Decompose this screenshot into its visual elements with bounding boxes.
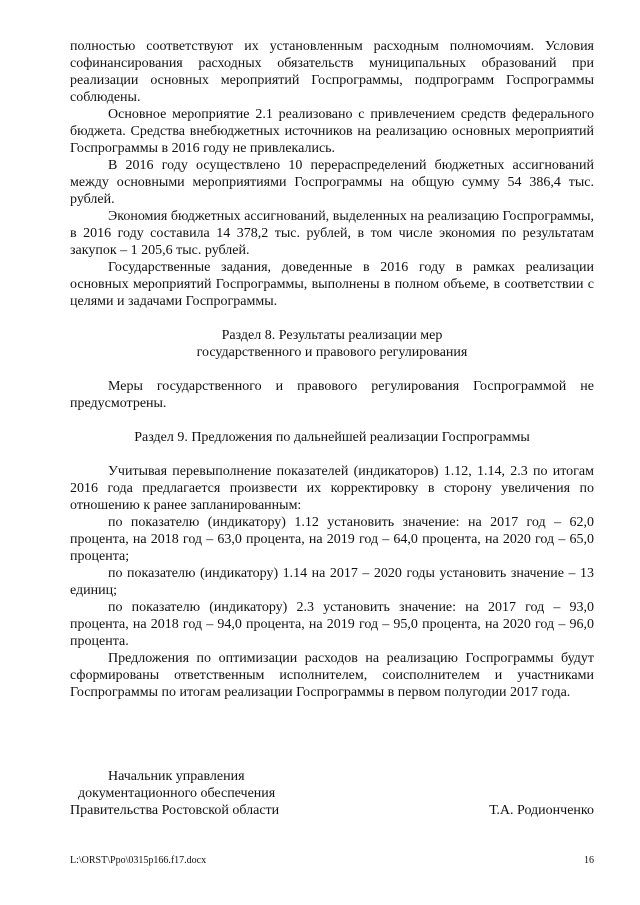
paragraph: Учитывая перевыполнение показателей (индикаторов) 1.12, 1.14, 2.3 по итогам 2016 года предлагается произвести их корректировку в сторону увеличения по отношению к ранее запланированным: xyxy=(70,464,594,513)
signature-title-line2: документационного обеспечения xyxy=(78,786,276,801)
document-body xyxy=(70,38,594,701)
signature-block xyxy=(70,768,594,819)
section-8-text: Меры государственного и правового регулирования Госпрограммой не предусмотрены. xyxy=(70,379,594,411)
paragraph: Экономия бюджетных ассигнований, выделенных на реализацию Госпрограммы, в 2016 году составила 14 378,2 тыс. рублей, в том числе экономия по результатам закупок – 1 205,6 тыс. рублей. xyxy=(70,209,594,258)
paragraph: В 2016 году осуществлено 10 перераспределений бюджетных ассигнований между основными мероприятиями Госпрограммы на общую сумму 54 386,4 тыс. рублей. xyxy=(70,158,594,207)
paragraph: по показателю (индикатору) 1.14 на 2017 – 2020 годы установить значение – 13 единиц; xyxy=(70,566,594,598)
signatory-name: Т.А. Родионченко xyxy=(489,803,594,818)
page-footer xyxy=(70,855,594,866)
section-9-title: Раздел 9. Предложения по дальнейшей реализации Госпрограммы xyxy=(134,430,530,445)
page-number: 16 xyxy=(584,855,594,866)
section-8-title-line2: государственного и правового регулирования xyxy=(196,345,468,360)
section-8-title: Раздел 8. Результаты реализации мер xyxy=(221,328,443,343)
signature-title-line3: Правительства Ростовской области xyxy=(70,803,280,818)
paragraph: по показателю (индикатору) 1.12 установить значение: на 2017 год – 62,0 процента, на 2018 год – 63,0 процента, на 2019 год – 64,0 процента, на 2020 год – 65,0 процента; xyxy=(70,515,594,564)
paragraph: Государственные задания, доведенные в 2016 году в рамках реализации основных мероприятий Госпрограммы, выполнены в полном объеме, в соответствии с целями и задачами Госпрограммы. xyxy=(70,260,594,309)
signature-title-line1: Начальник управления xyxy=(108,769,245,784)
paragraph: по показателю (индикатору) 2.3 установить значение: на 2017 год – 93,0 процента, на 2018 год – 94,0 процента, на 2019 год – 95,0 процента, на 2020 год – 96,0 процента. xyxy=(70,600,594,649)
paragraph: Предложения по оптимизации расходов на реализацию Госпрограммы будут сформированы ответственным исполнителем, соисполнителем и участниками Госпрограммы по итогам реализации Госпрограммы в первом полугодии 2017 года. xyxy=(70,651,594,700)
paragraph: полностью соответствуют их установленным расходным полномочиям. Условия софинансирования расходных обязательств муниципальных образований при реализации основных мероприятий Госпрограммы, подпрограмм Госпрограммы соблюдены. xyxy=(70,39,594,105)
file-path: L:\ORST\Ppo\0315p166.f17.docx xyxy=(70,855,207,866)
paragraph: Основное мероприятие 2.1 реализовано с привлечением средств федерального бюджета. Средства внебюджетных источников на реализацию основных мероприятий Госпрограммы в 2016 году не привлекались. xyxy=(70,107,594,156)
